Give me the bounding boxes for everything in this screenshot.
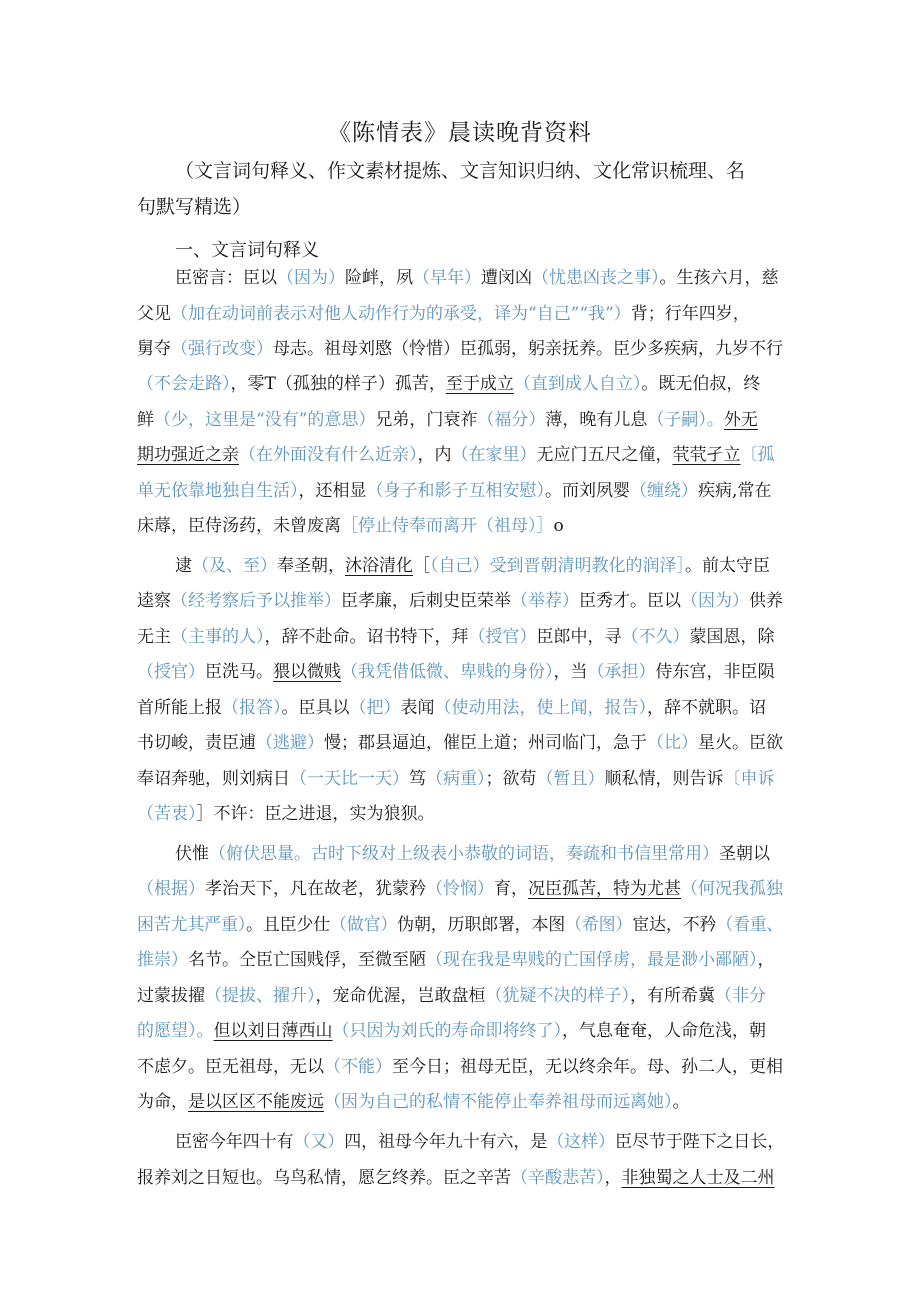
source-text: ］不许：臣之进退，实为狼狈。 [196,804,435,824]
gloss-text: （逃避） [256,733,324,753]
gloss-text: （经考察后予以推举） [171,591,341,611]
text-line [137,728,783,758]
source-text: ，宠命优渥，岂敢盘桓 [315,986,486,1006]
gloss-text: 〔申诉 [723,769,775,789]
gloss-text: （因为） [277,268,345,288]
gloss-text: （早年） [413,268,481,288]
source-text: ， [604,1168,622,1188]
document-title: 《陈情表》晨读晚背资料 [328,120,592,146]
source-text: ，内 [417,445,452,465]
text-line [137,622,775,652]
gloss-text: 单无依靠地独自生活） [137,481,299,501]
gloss-text: （提拔、擢升） [205,986,316,1006]
source-text: 四，祖母今年九十有六，是 [344,1132,548,1152]
source-text: ，有所希冀 [630,986,715,1006]
source-text: 无应门五尺之僮， [536,445,673,465]
source-text: ，零T（孤独的样子）孤苦， [230,374,446,394]
gloss-text: （根据） [137,879,205,899]
text-line [137,764,775,794]
gloss-text: 。 [706,410,724,430]
gloss-text: （非分 [715,986,766,1006]
gloss-text: （在外面没有什么近亲） [239,445,418,465]
source-text: 奉诏奔驰，则刘病日 [137,769,290,789]
source-text: 兄弟，门衰祚 [375,410,478,430]
source-text: 表闻 [400,698,435,718]
gloss-text: （授官） [137,662,205,682]
source-text: 不虑夕。臣无祖母，无以 [137,1057,324,1077]
key-phrase: 况臣孤苦，特为尤甚 [528,879,681,899]
source-text: 奉圣朝， [277,556,345,576]
text-line [137,369,760,399]
source-text: 。既无伯叔，终 [641,374,761,394]
gloss-text: 困苦尤其严重） [137,915,247,935]
source-text: 首所能上报 [137,698,222,718]
gloss-text: （因为） [681,591,749,611]
text-line [137,299,750,329]
source-text: 顺私情，则告诉 [604,769,724,789]
source-text: 。 [672,1092,690,1112]
gloss-text: （报答） [222,698,282,718]
key-phrase: 沐浴清化 [345,556,413,576]
source-text: 圣朝以 [719,844,770,864]
gloss-text: （病重） [426,769,486,789]
gloss-text: （直到成人自立） [513,374,642,394]
source-text: 为命， [137,1092,188,1112]
gloss-text: （暂且） [536,769,605,789]
source-text: ，当 [553,662,588,682]
text-line [175,1127,784,1157]
gloss-text: 推崇） [137,950,188,970]
source-text: 臣尽节于陛下之日长， [614,1132,785,1152]
gloss-text: （把） [349,698,401,718]
source-text: o [553,516,564,536]
gloss-text: （在家里） [451,445,537,465]
text-line [137,874,783,904]
gloss-text: ［停止侍奉而离开（祖母）］ [341,516,554,536]
source-text: ，还相显 [298,481,367,501]
text-line [137,981,766,1011]
gloss-text: （承担） [587,662,656,682]
text-line [137,1016,766,1046]
source-text: 。臣具以 [281,698,350,718]
gloss-text: （强行改变） [171,339,273,359]
source-text: 报养刘之日短也。乌鸟私情，愿乞终养。臣之辛苦 [137,1168,511,1188]
source-text: 育， [494,879,528,899]
gloss-text: （授官） [468,627,537,647]
source-text: ［ [413,556,430,576]
text-line [137,910,783,940]
source-text: 无主 [137,627,171,647]
subtitle-line-1: （文言词句释义、作文素材提炼、文言知识归纳、文化常识梳理、名 [175,160,746,182]
gloss-text: （少，这里是“没有”的意思） [154,410,376,430]
key-phrase: 茕茕孑立 [672,445,741,465]
gloss-text: （苦衷） [137,804,197,824]
gloss-text: （及、至） [192,556,277,576]
source-text: 侍东宫，非臣陨 [655,662,775,682]
text-line [137,1052,783,1082]
gloss-text: （忧患凶丧之事） [532,268,660,288]
gloss-text: （希图） [565,915,633,935]
source-text: 险衅，夙 [345,268,413,288]
gloss-text: （缠绕） [630,481,698,501]
source-text: 。前太守臣 [685,556,770,576]
source-text: 臣孝廉，后刺史臣荣举 [341,591,511,611]
text-line [137,405,758,435]
source-text: 慢；郡县逼迫，催臣上道；州司临门，急于 [324,733,647,753]
source-text: 臣秀才。臣以 [579,591,681,611]
gloss-text: （主事的人） [171,627,265,647]
key-phrase: 但以刘日薄西山 [213,1021,333,1041]
key-phrase: 非独蜀之人士及二州 [621,1168,775,1188]
source-text: 逵察 [137,591,171,611]
source-text: 臣郎中，寻 [536,627,622,647]
source-text: 。生孩六月，慈 [659,268,779,288]
source-text: 鲜 [137,410,154,430]
source-text: 父见 [137,304,171,324]
source-text: ， [757,950,775,970]
source-text: 孝治天下，凡在故老，犹蒙矜 [205,879,426,899]
key-phrase: 是以区区不能废远 [188,1092,324,1112]
source-text: 名节。仝臣亡国贱俘，至微至陋 [188,950,426,970]
source-text: 臣密言：臣以 [175,268,277,288]
text-line [137,1163,775,1193]
gloss-text: （何况我孤独 [681,879,783,899]
gloss-text: （这样） [547,1132,615,1152]
gloss-text: （犹疑不决的样子） [485,986,630,1006]
source-text: 臣密今年四十有 [175,1132,294,1152]
source-text: 臣洗马。 [205,662,273,682]
text-line [137,693,766,723]
text-line [175,263,779,293]
gloss-text: （子嗣） [647,410,707,430]
text-line [175,551,770,581]
gloss-text: （怜悯） [426,879,494,899]
key-phrase: 期功强近之亲 [137,445,239,465]
source-text: 逮 [175,556,192,576]
gloss-text: （举荐） [511,591,579,611]
gloss-text: 的愿望）。 [137,1021,214,1041]
text-line [137,799,435,829]
source-text: 书切峻，责臣逋 [137,733,256,753]
key-phrase: 至于成立 [445,374,514,394]
gloss-text: （使动用法，使上闻，报告） [434,698,647,718]
gloss-text: 〔孤 [740,445,775,465]
gloss-text: （做官） [329,915,398,935]
source-text: 蒙国恩，除 [689,627,775,647]
source-text: ，辞不就职。诏 [647,698,766,718]
source-text: 宦达，不矜 [632,915,717,935]
gloss-text: （比） [647,733,698,753]
source-text: 至今日；祖母无臣，无以终余年。母、孙二人，更相 [392,1057,783,1077]
text-line [137,440,775,470]
key-phrase: 外无 [723,410,758,430]
gloss-text: （我凭借低微、卑贱的身份） [341,662,554,682]
source-text: 遭闵凶 [481,268,532,288]
source-text: 供养 [749,591,783,611]
text-line [137,476,771,506]
source-text: 。且臣少仕 [246,915,330,935]
source-text: 伪朝，历职郎署，本图 [397,915,566,935]
gloss-text: （辛酸悲苦） [511,1168,605,1188]
text-line [137,586,783,616]
gloss-text: （不会走路） [137,374,231,394]
gloss-text: （身子和影子互相安慰） [366,481,545,501]
gloss-text: （俯伏思量。古时下级对上级表小恭敬的词语，奏疏和书信里常用） [209,844,719,864]
gloss-text: （一天比一天） [290,769,409,789]
gloss-text: （又） [293,1132,345,1152]
key-phrase: 猥以微贱 [273,662,341,682]
gloss-text: （不能） [324,1057,392,1077]
source-text: 过蒙拔擢 [137,986,205,1006]
gloss-text: （自己）受到晋朝清明教化的润泽］ [430,556,685,576]
source-text: 伏惟 [175,844,209,864]
text-line [137,511,564,541]
gloss-text: （因为自己的私情不能停止奉养祖母而远离她） [324,1092,673,1112]
source-text: 背；行年四岁， [630,304,750,324]
text-line [137,657,775,687]
gloss-text: （看重、 [716,915,784,935]
source-text: ；欲苟 [485,769,537,789]
gloss-text: （不久） [621,627,690,647]
source-text: 舅夺 [137,339,171,359]
text-line [137,1087,690,1117]
text-line [175,839,770,869]
source-text: 床蓐，臣侍汤药，未曾废离 [137,516,341,536]
source-text: 星火。臣欲 [698,733,783,753]
subtitle-line-2: 句默写精选） [137,196,252,218]
source-text: 。而刘夙婴 [545,481,630,501]
source-text: 疾病,常在 [698,481,772,501]
source-text: 母志。祖母刘愍（怜惜）臣孤弱，躬亲抚养。臣少多疾病，九岁不行 [273,339,783,359]
text-line [137,334,783,364]
section-heading: 一、文言词句释义 [175,240,319,261]
source-text: 薄，晚有儿息 [545,410,648,430]
source-text: ，辞不赴命。诏书特下，拜 [264,627,469,647]
text-line [137,945,775,975]
source-text: ，气息奄奄，人命危浅，朝 [562,1021,766,1041]
gloss-text: （现在我是卑贱的亡国俘虏，最是渺小鄙陋） [426,950,758,970]
source-text: 笃 [409,769,426,789]
gloss-text: （加在动词前表示对他人动作行为的承受，译为“自己”“我”） [171,304,631,324]
gloss-text: （只因为刘氏的寿命即将终了） [332,1021,562,1041]
gloss-text: （福分） [477,410,546,430]
